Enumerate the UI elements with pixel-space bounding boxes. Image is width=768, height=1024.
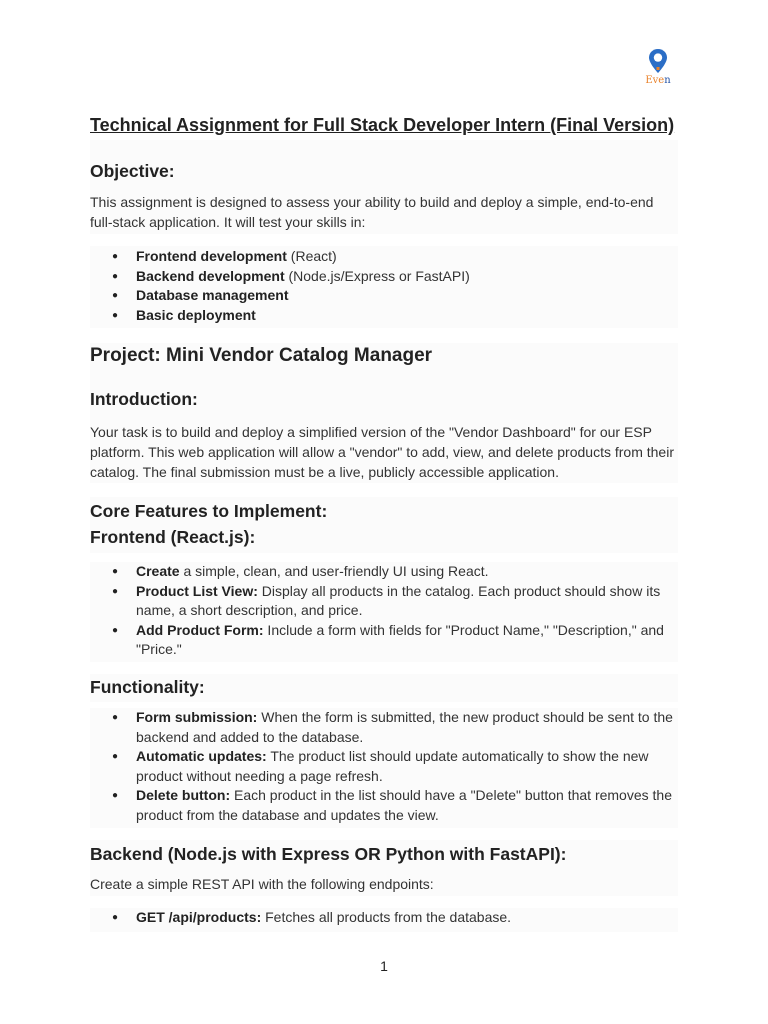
- list-item: ● Form submission: When the form is submitted, the new product should be sent to the backend and added to the database.: [90, 708, 678, 747]
- list-item: ● Product List View: Display all products in the catalog. Each product should show its name, a short description, and price.: [90, 582, 678, 621]
- company-logo: [641, 48, 675, 86]
- introduction-section: [90, 373, 678, 483]
- list-item: ● Database management: [90, 286, 678, 306]
- introduction-heading: Introduction:: [90, 389, 198, 409]
- project-block: [90, 343, 678, 373]
- core-features-heading: Core Features to Implement:: [90, 501, 328, 521]
- frontend-heading: Frontend (React.js):: [90, 527, 256, 547]
- project-heading: Project: Mini Vendor Catalog Manager: [90, 345, 433, 366]
- list-item: ● Add Product Form: Include a form with fields for "Product Name," "Description," and "Price.": [90, 621, 678, 660]
- list-item: ● Backend development (Node.js/Express or FastAPI): [90, 267, 678, 287]
- document-title: Technical Assignment for Full Stack Developer Intern (Final Version): [90, 115, 675, 135]
- list-item: ● Automatic updates: The product list should update automatically to show the new product without needing a page refresh.: [90, 747, 678, 786]
- logo-wordmark: Even: [645, 75, 671, 86]
- objective-heading: Objective:: [90, 161, 175, 181]
- functionality-list-block: [90, 708, 678, 828]
- backend-paragraph: Create a simple REST API with the following endpoints:: [90, 876, 434, 892]
- list-item: ● GET /api/products: Fetches all products from the database.: [90, 908, 678, 928]
- functionality-list: [90, 708, 678, 826]
- list-item: ● Delete button: Each product in the list should have a "Delete" button that removes the product from the database and updates the view.: [90, 786, 678, 825]
- list-item: ● Frontend development (React): [90, 247, 678, 267]
- functionality-heading: Functionality:: [90, 677, 205, 697]
- endpoints-list: [90, 908, 678, 928]
- page-number: 1: [380, 958, 388, 974]
- backend-heading: Backend (Node.js with Express OR Python with FastAPI):: [90, 844, 567, 864]
- list-item: ● Basic deployment: [90, 306, 678, 326]
- introduction-paragraph: Your task is to build and deploy a simplified version of the "Vendor Dashboard" for our ESP platform. This web application will allow a "vendor" to add, view, and delete products from their catalog. The final submission must be a live, publicly accessible application.: [90, 424, 674, 480]
- skills-list: [90, 247, 678, 325]
- objective-section: [90, 140, 678, 234]
- frontend-list-block: [90, 562, 678, 662]
- location-pin-icon: [648, 48, 668, 74]
- frontend-list: [90, 562, 678, 660]
- list-item: ● Create a simple, clean, and user-friendly UI using React.: [90, 562, 678, 582]
- objective-paragraph: This assignment is designed to assess your ability to build and deploy a simple, end-to-end full-stack application. It will test your skills in:: [90, 194, 654, 230]
- backend-list-block: [90, 908, 678, 932]
- functionality-block: [90, 674, 678, 702]
- objective-list-block: [90, 246, 678, 328]
- core-features-block: [90, 497, 678, 553]
- backend-section: [90, 840, 678, 896]
- title-block: [90, 114, 678, 140]
